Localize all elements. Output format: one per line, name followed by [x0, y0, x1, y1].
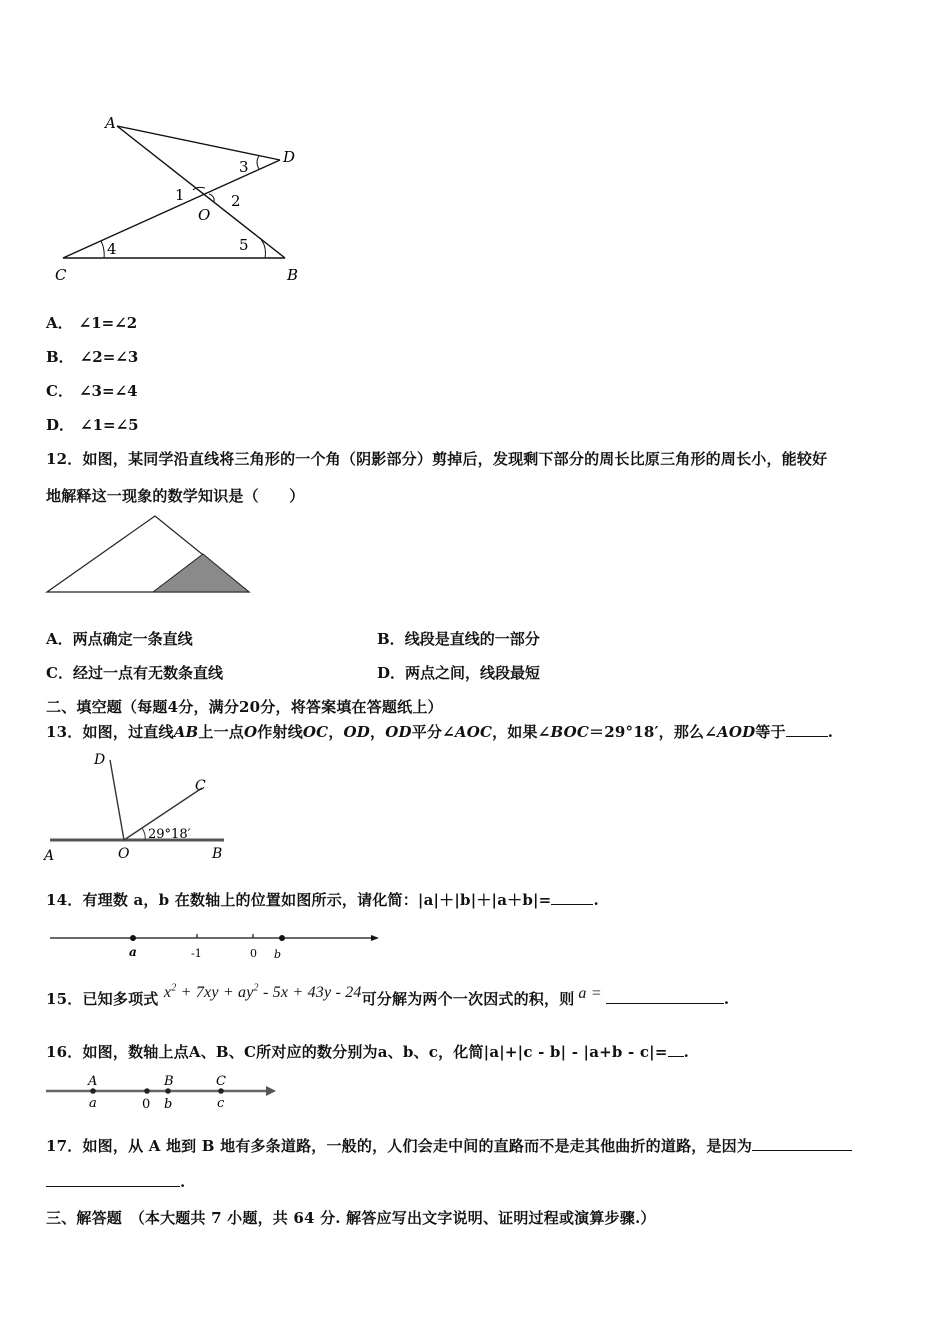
q11-option-b[interactable]: [46, 346, 138, 367]
label-c: c: [217, 1096, 225, 1111]
q13-text: 13．如图，过直线: [46, 723, 174, 741]
option-letter: A．: [46, 630, 73, 648]
label-a: a: [129, 945, 137, 959]
q16-text: .: [683, 1043, 690, 1061]
figure-q14-number-line: [45, 925, 385, 965]
figure-q12-cut-triangle: [45, 512, 257, 597]
q17-answer-blank-2[interactable]: [46, 1172, 180, 1187]
q13-var-BOC: BOC: [550, 723, 590, 741]
section-3-heading: 三、解答题 （本大题共 7 小题，共 64 分. 解答应写出文字说明、证明过程或演算步骤.）: [46, 1209, 656, 1227]
label-A: A: [44, 848, 55, 864]
q17-text: 17．如图，从 A 地到 B 地有多条道路，一般的，人们会走中间的直路而不是走其他曲折的道路，是因为: [46, 1137, 753, 1155]
q13-var-O: O: [244, 723, 258, 741]
q17-text: .: [180, 1173, 186, 1191]
label-b: b: [274, 948, 282, 961]
q13-text: 平分∠: [411, 723, 455, 741]
option-text: ∠1=∠2: [78, 314, 138, 332]
q13-stem: [46, 721, 833, 742]
option-text: ∠1=∠5: [80, 416, 139, 434]
q13-text: 上一点: [198, 723, 245, 741]
label-D: D: [94, 752, 106, 768]
q13-text: ，: [328, 723, 344, 741]
q15-text: 15．已知多项式: [46, 990, 159, 1008]
point-zero: [144, 1088, 150, 1094]
q13-text: 等于: [755, 723, 786, 741]
point-B: [165, 1088, 171, 1094]
option-text: 两点之间，线段最短: [405, 664, 541, 682]
figure-q13-rays: [40, 748, 240, 866]
q12-option-d[interactable]: [377, 662, 540, 683]
option-letter: B．: [46, 348, 74, 366]
label-angle-3: 3: [239, 158, 249, 176]
q15-polynomial: [164, 984, 362, 1001]
label-angle-5: 5: [239, 236, 249, 254]
angle-arc-4: [101, 241, 104, 258]
q12-option-b[interactable]: [377, 628, 540, 649]
option-letter: A．: [46, 314, 73, 332]
poly-exponent: 2: [171, 982, 177, 994]
q13-text: ，如果∠: [492, 723, 551, 741]
q11-option-d[interactable]: [46, 414, 139, 435]
axis-arrow-icon: [371, 935, 379, 941]
section-2-heading: 二、填空题（每题4分，满分20分，将答案填在答题纸上）: [46, 698, 443, 716]
q13-var-OD: OD: [343, 723, 370, 741]
label-minus1: -1: [191, 947, 202, 960]
q17-stem: [46, 1135, 852, 1156]
option-letter: B．: [377, 630, 405, 648]
q17-answer-blank-1[interactable]: [752, 1136, 852, 1151]
label-a: a: [89, 1096, 97, 1111]
q16-stem: [46, 1041, 689, 1062]
q17-stem-line2: [46, 1172, 185, 1191]
option-text: 两点确定一条直线: [72, 630, 193, 648]
label-O: O: [198, 206, 211, 224]
label-zero: 0: [250, 947, 257, 960]
option-text: 线段是直线的一部分: [404, 630, 540, 648]
option-letter: C．: [46, 664, 73, 682]
q11-option-c[interactable]: [46, 380, 138, 401]
option-letter: D．: [377, 664, 406, 682]
label-b: b: [164, 1097, 173, 1112]
q14-text: .: [593, 891, 599, 909]
q12-option-a[interactable]: [46, 628, 193, 649]
q13-text: ＝29°18′，那么∠: [589, 723, 718, 741]
q15-answer-blank[interactable]: [606, 989, 724, 1004]
option-letter: C．: [46, 382, 73, 400]
label-C: C: [216, 1074, 226, 1089]
label-angle-1: 1: [175, 186, 185, 204]
poly-part: x: [163, 984, 172, 1001]
q13-var-AOD: AOD: [717, 723, 756, 741]
q15-text: .: [723, 990, 730, 1008]
point-a: [130, 935, 136, 941]
poly-part: + 7xy + ay: [176, 984, 254, 1001]
q16-text: 16．如图，数轴上点A、B、C所对应的数分别为a、b、c，化简|a|+|c - b| - |a+b - c|=: [46, 1043, 668, 1061]
label-angle-value: 29°18′: [148, 827, 191, 842]
q13-var-OD: OD: [385, 723, 412, 741]
q15-a-equals: a =: [578, 985, 602, 1002]
label-angle-4: 4: [107, 240, 117, 258]
label-A: A: [88, 1074, 98, 1089]
q13-text: .: [827, 723, 834, 741]
label-C: C: [55, 266, 67, 284]
axis-arrow-icon: [266, 1086, 276, 1096]
q15-stem: [46, 982, 730, 1009]
option-text: 经过一点有无数条直线: [72, 664, 223, 682]
angle-arc-BOC: [142, 828, 145, 840]
label-B: B: [212, 846, 223, 862]
point-b: [279, 935, 285, 941]
angle-arc-5: [260, 238, 265, 258]
segment-AD: [117, 126, 280, 160]
option-text: ∠2=∠3: [79, 348, 139, 366]
poly-exponent: 2: [253, 982, 259, 994]
poly-part: - 5x + 43y - 24: [258, 984, 362, 1001]
q11-option-a[interactable]: [46, 312, 137, 333]
q13-var-AOC: AOC: [454, 723, 493, 741]
q14-text: 14．有理数 a，b 在数轴上的位置如图所示，请化简：|a|＋|b|＋|a＋b|=: [46, 891, 552, 909]
label-D: D: [283, 148, 296, 166]
q13-var-AB: AB: [173, 723, 199, 741]
ray-OD: [110, 760, 124, 840]
q12-stem-line1: 12．如图，某同学沿直线将三角形的一个角（阴影部分）剪掉后，发现剩下部分的周长比原三角形的周长小，能较好: [46, 450, 828, 468]
q12-stem-line2: 地解释这一现象的数学知识是（ ）: [46, 487, 305, 505]
option-text: ∠3=∠4: [78, 382, 138, 400]
option-letter: D．: [46, 416, 75, 434]
q13-answer-blank[interactable]: [786, 722, 828, 737]
label-O: O: [118, 846, 130, 862]
q12-option-c[interactable]: [46, 662, 223, 683]
q14-stem: [46, 889, 599, 910]
label-B: B: [164, 1074, 174, 1089]
label-A: A: [105, 114, 116, 132]
q16-answer-blank[interactable]: [668, 1042, 684, 1057]
q13-text: 作射线: [257, 723, 303, 741]
q14-answer-blank[interactable]: [551, 890, 593, 905]
q13-text: ，: [370, 723, 386, 741]
figure-q16-number-line: [44, 1072, 284, 1114]
q15-text: 可分解为两个一次因式的积，则: [361, 990, 575, 1008]
point-C: [218, 1088, 224, 1094]
label-C: C: [195, 778, 206, 794]
q13-var-OC: OC: [302, 723, 329, 741]
point-A: [90, 1088, 96, 1094]
label-angle-2: 2: [231, 192, 241, 210]
figure-q11-triangles: [45, 108, 325, 293]
angle-arc-3: [257, 156, 259, 169]
label-zero: 0: [142, 1097, 151, 1112]
label-B: B: [287, 266, 299, 284]
